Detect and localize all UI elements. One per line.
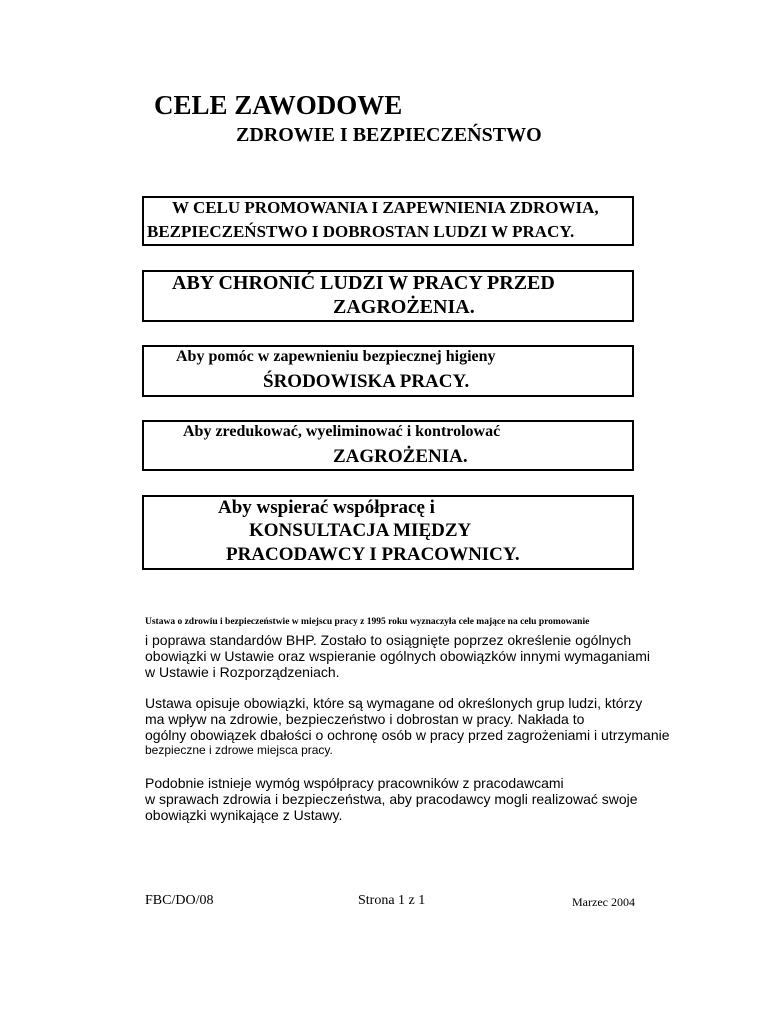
- paragraph-1-line3: w Ustawie i Rozporządzeniach.: [145, 664, 340, 680]
- paragraph-1-line2: obowiązki w Ustawie oraz wspieranie ogólnych obowiązków innymi wymaganiami: [145, 648, 650, 664]
- footer-page-number: Strona 1 z 1: [358, 893, 426, 908]
- paragraph-2-line4: bezpieczne i zdrowe miejsca pracy.: [145, 743, 333, 757]
- page-subtitle: ZDROWIE I BEZPIECZEŃSTWO: [236, 124, 542, 146]
- goal-box-2-line2: ZAGROŻENIA.: [333, 296, 475, 318]
- page-title: CELE ZAWODOWE: [154, 90, 403, 120]
- goal-box-3-line2: ŚRODOWISKA PRACY.: [263, 371, 470, 392]
- paragraph-2-line3: ogólny obowiązek dbałości o ochronę osób w pracy przed zagrożeniami i utrzymanie: [145, 727, 670, 743]
- goal-box-2-line1: ABY CHRONIĆ LUDZI W PRACY PRZED: [172, 272, 555, 294]
- goal-box-5-line3: PRACODAWCY I PRACOWNICY.: [226, 544, 520, 565]
- paragraph-3-line1: Podobnie istnieje wymóg współpracy pracowników z pracodawcami: [145, 775, 564, 791]
- goal-box-5-line1: Aby wspierać współpracę i: [218, 497, 435, 518]
- goal-box-4-line2: ZAGROŻENIA.: [333, 446, 468, 467]
- paragraph-1-line1: i poprawa standardów BHP. Zostało to osiągnięte poprzez określenie ogólnych: [145, 632, 632, 648]
- goal-box-1-line2: BEZPIECZEŃSTWO I DOBROSTAN LUDZI W PRACY.: [147, 222, 575, 241]
- paragraph-2-line2: ma wpływ na zdrowie, bezpieczeństwo i dobrostan w pracy. Nakłada to: [145, 711, 585, 727]
- paragraph-3-line3: obowiązki wynikające z Ustawy.: [145, 807, 343, 823]
- footer-date: Marzec 2004: [572, 895, 635, 909]
- intro-small-text: Ustawa o zdrowiu i bezpieczeństwie w miejscu pracy z 1995 roku wyznaczyła cele mające na celu promowanie: [145, 617, 590, 627]
- footer-code: FBC/DO/08: [145, 893, 214, 908]
- goal-box-4-line1: Aby zredukować, wyeliminować i kontrolować: [183, 423, 501, 440]
- paragraph-3-line2: w sprawach zdrowia i bezpieczeństwa, aby pracodawcy mogli realizować swoje: [145, 791, 638, 807]
- goal-box-5-line2: KONSULTACJA MIĘDZY: [249, 520, 472, 541]
- goal-box-3-line1: Aby pomóc w zapewnieniu bezpiecznej higieny: [176, 348, 496, 365]
- paragraph-2-line1: Ustawa opisuje obowiązki, które są wymagane od określonych grup ludzi, którzy: [145, 695, 643, 711]
- goal-box-1-line1: W CELU PROMOWANIA I ZAPEWNIENIA ZDROWIA,: [172, 198, 599, 217]
